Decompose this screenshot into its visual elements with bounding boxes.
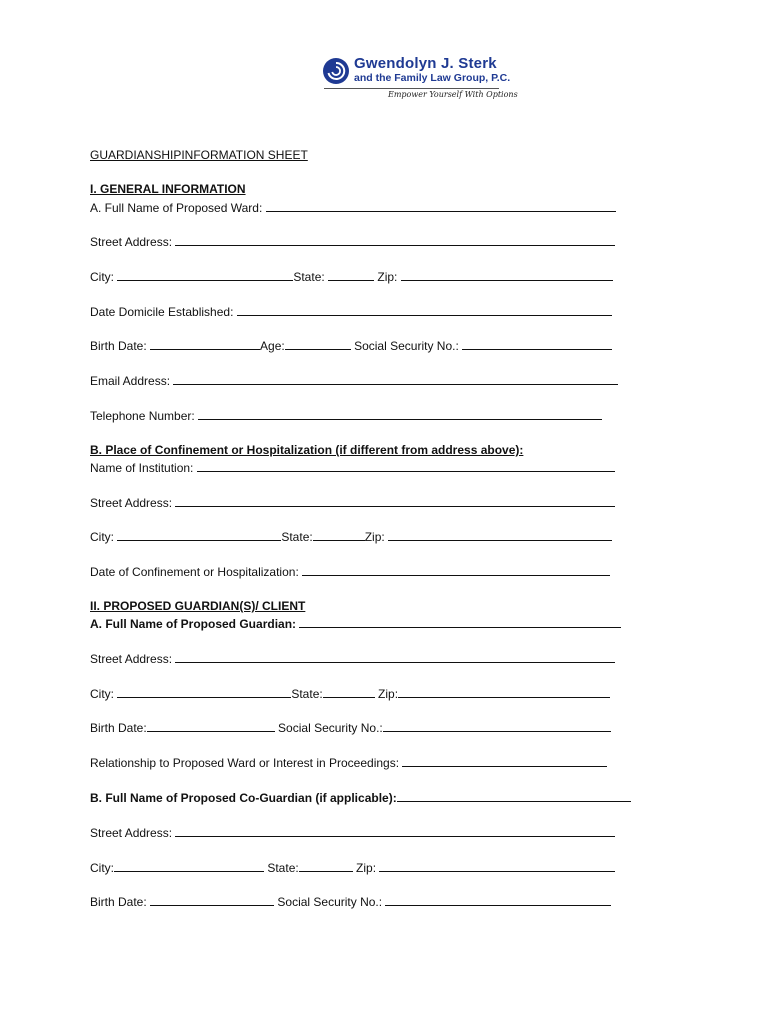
firm-logo <box>322 55 518 103</box>
coguardian-street-label: Street Address: <box>90 826 173 840</box>
relationship-field[interactable] <box>402 755 607 767</box>
guardian-street-row <box>90 651 615 666</box>
ward-street-row <box>90 234 615 249</box>
institution-street-field[interactable] <box>175 495 615 507</box>
institution-label: Name of Institution: <box>90 461 194 475</box>
ward-name-label: A. Full Name of Proposed Ward: <box>90 201 263 215</box>
ward-name-field[interactable] <box>266 200 616 212</box>
domicile-label: Date Domicile Established: <box>90 305 234 319</box>
confinement-date-row <box>90 564 610 579</box>
guardian-name-field[interactable] <box>299 616 621 628</box>
ward-birth-row <box>90 338 612 353</box>
guardian-name-label: A. Full Name of Proposed Guardian: <box>90 617 297 631</box>
guardian-street-label: Street Address: <box>90 652 173 666</box>
coguardian-street-field[interactable] <box>175 825 615 837</box>
guardian-zip-label: Zip: <box>378 687 399 701</box>
section-guardian-heading: II. PROPOSED GUARDIAN(S)/ CLIENT <box>90 599 306 613</box>
coguardian-birth-label: Birth Date: <box>90 895 147 909</box>
ward-birth-field[interactable] <box>150 338 260 350</box>
coguardian-name-field[interactable] <box>397 790 631 802</box>
ward-birth-label: Birth Date: <box>90 339 147 353</box>
institution-state-label: State: <box>281 530 313 544</box>
firm-name: Gwendolyn J. Sterk <box>354 55 497 72</box>
coguardian-ssn-field[interactable] <box>385 894 611 906</box>
confinement-date-label: Date of Confinement or Hospitalization: <box>90 565 299 579</box>
ward-age-label: Age: <box>260 339 285 353</box>
firm-subtitle: and the Family Law Group, P.C. <box>354 72 511 84</box>
guardian-city-field[interactable] <box>117 686 291 698</box>
coguardian-ssn-label: Social Security No.: <box>277 895 383 909</box>
ward-zip-field[interactable] <box>401 269 613 281</box>
ward-state-label: State: <box>293 270 325 284</box>
domicile-field[interactable] <box>237 304 612 316</box>
institution-row <box>90 460 615 475</box>
coguardian-city-label: City: <box>90 861 114 875</box>
institution-city-label: City: <box>90 530 114 544</box>
coguardian-state-field[interactable] <box>299 860 353 872</box>
coguardian-name-label: B. Full Name of Proposed Co-Guardian (if applicable): <box>90 791 397 805</box>
guardian-birth-label: Birth Date: <box>90 721 147 735</box>
institution-street-row <box>90 495 615 510</box>
institution-street-label: Street Address: <box>90 496 173 510</box>
ward-phone-field[interactable] <box>198 408 602 420</box>
confinement-date-field[interactable] <box>302 564 610 576</box>
ward-state-field[interactable] <box>328 269 374 281</box>
relationship-row <box>90 755 607 770</box>
guardian-city-label: City: <box>90 687 114 701</box>
section-confinement-heading: B. Place of Confinement or Hospitalization (if different from address above): <box>90 443 524 457</box>
ward-email-row <box>90 373 618 388</box>
coguardian-zip-label: Zip: <box>356 861 377 875</box>
ward-street-field[interactable] <box>175 234 615 246</box>
ward-email-field[interactable] <box>173 373 618 385</box>
domicile-row <box>90 304 612 319</box>
ward-email-label: Email Address: <box>90 374 171 388</box>
ward-city-field[interactable] <box>117 269 293 281</box>
coguardian-city-row <box>90 860 615 875</box>
guardian-state-label: State: <box>291 687 323 701</box>
institution-zip-label: Zip: <box>364 530 385 544</box>
relationship-label: Relationship to Proposed Ward or Interest in Proceedings: <box>90 756 400 770</box>
coguardian-city-field[interactable] <box>114 860 264 872</box>
ward-ssn-label: Social Security No.: <box>354 339 459 353</box>
guardian-zip-field[interactable] <box>398 686 610 698</box>
ward-phone-label: Telephone Number: <box>90 409 195 423</box>
guardian-birth-row <box>90 720 611 735</box>
guardian-ssn-label: Social Security No.: <box>278 721 383 735</box>
institution-zip-field[interactable] <box>388 529 612 541</box>
ward-street-label: Street Address: <box>90 235 173 249</box>
swirl-logo-icon <box>322 57 350 85</box>
logo-divider <box>324 88 499 89</box>
coguardian-street-row <box>90 825 615 840</box>
institution-city-row <box>90 529 612 544</box>
ward-ssn-field[interactable] <box>462 338 612 350</box>
guardian-birth-field[interactable] <box>147 720 275 732</box>
ward-city-label: City: <box>90 270 114 284</box>
firm-tagline: Empower Yourself With Options <box>388 90 518 99</box>
ward-name-row <box>90 200 616 215</box>
form-title: GUARDIANSHIPINFORMATION SHEET <box>90 148 308 162</box>
guardian-state-field[interactable] <box>323 686 375 698</box>
section-general-heading: I. GENERAL INFORMATION <box>90 182 246 196</box>
ward-zip-label: Zip: <box>377 270 398 284</box>
institution-state-field[interactable] <box>313 529 365 541</box>
ward-age-field[interactable] <box>285 338 351 350</box>
coguardian-state-label: State: <box>267 861 299 875</box>
institution-city-field[interactable] <box>117 529 281 541</box>
guardian-street-field[interactable] <box>175 651 615 663</box>
coguardian-name-row <box>90 790 631 805</box>
institution-field[interactable] <box>197 460 615 472</box>
guardian-name-row <box>90 616 621 631</box>
coguardian-birth-field[interactable] <box>150 894 274 906</box>
coguardian-birth-row <box>90 894 611 909</box>
ward-city-row <box>90 269 613 284</box>
guardian-ssn-field[interactable] <box>383 720 611 732</box>
ward-phone-row <box>90 408 602 423</box>
coguardian-zip-field[interactable] <box>379 860 615 872</box>
guardian-city-row <box>90 686 610 701</box>
